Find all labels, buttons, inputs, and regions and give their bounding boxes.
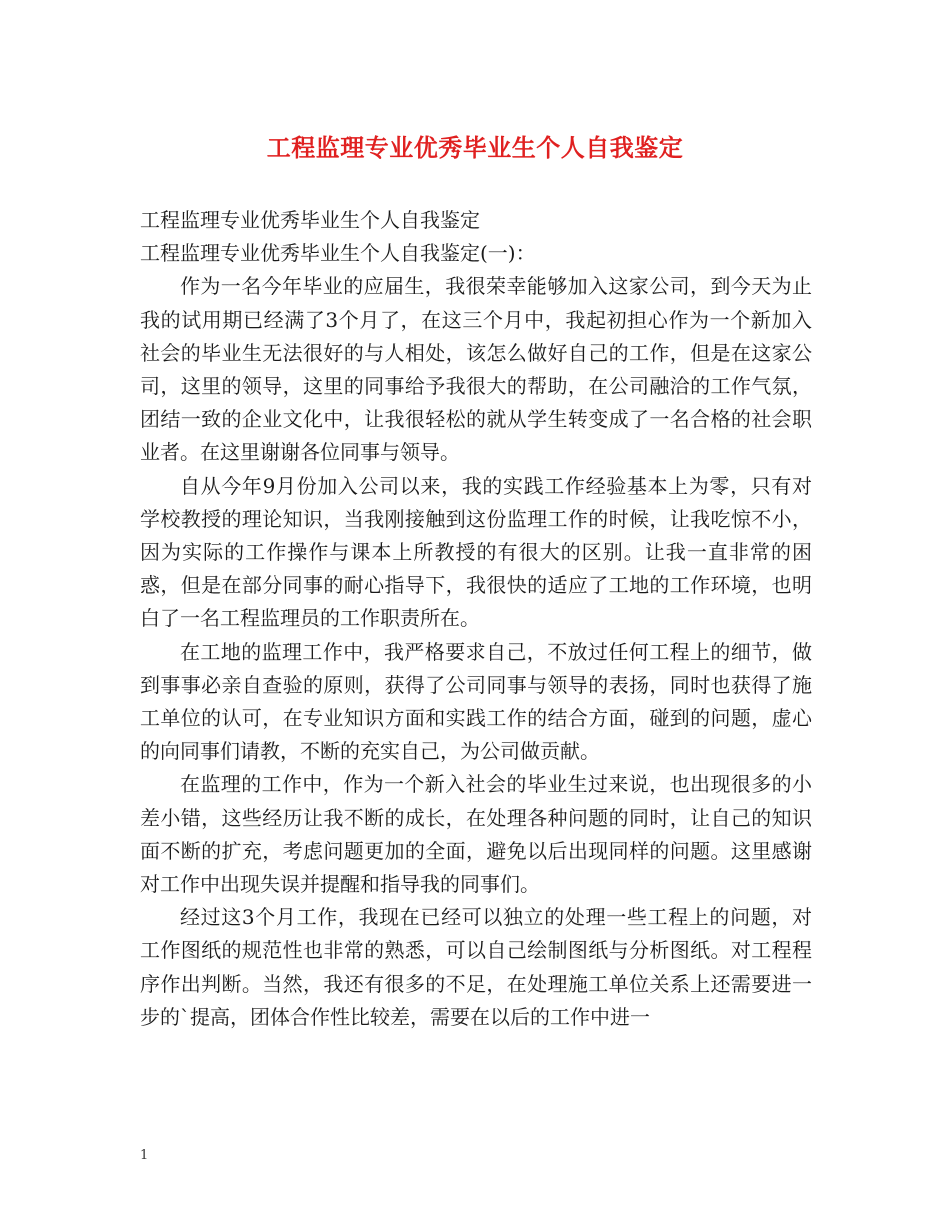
section-heading: 工程监理专业优秀毕业生个人自我鉴定 [140,208,480,232]
paragraph-1: 作为一名今年毕业的应届生，我很荣幸能够加入这家公司，到今天为止我的试用期已经满了3个月了，在这三个月中，我起初担心作为一个新加入社会的毕业生无法很好的与人相处，该怎么做好自己的工作，但是在这家公司，这里的领导，这里的同事给予我很大的帮助，在公司融洽的工作气氛，团结一致的企业文化中，让我很轻松的就从学生转变成了一名合格的社会职业者。在这里谢谢各位同事与领导。 [140,274,812,465]
paragraph-2: 自从今年9月份加入公司以来，我的实践工作经验基本上为零，只有对学校教授的理论知识，当我刚接触到这份监理工作的时候，让我吃惊不小，因为实际的工作操作与课本上所教授的有很大的区别。让我一直非常的困惑，但是在部分同事的耐心指导下，我很快的适应了工地的工作环境，也明白了一名工程监理员的工作职责所在。 [140,473,812,631]
section-subheading: 工程监理专业优秀毕业生个人自我鉴定(一)： [140,241,536,266]
document-body [140,204,812,1034]
paragraph-5: 经过这3个月工作，我现在已经可以独立的处理一些工程上的问题，对工作图纸的规范性也非常的熟悉，可以自己绘制图纸与分析图纸。对工程程序作出判断。当然，我还有很多的不足，在处理施工单位关系上还需要进一步的`提高，团体合作性比较差，需要在以后的工作中进一 [140,905,812,1029]
document-title: 工程监理专业优秀毕业生个人自我鉴定 [266,133,684,162]
page-number: 1 [140,1148,149,1163]
paragraph-3: 在工地的监理工作中，我严格要求自己，不放过任何工程上的细节，做到事事必亲自查验的原则，获得了公司同事与领导的表扬，同时也获得了施工单位的认可，在专业知识方面和实践工作的结合方面，碰到的问题，虚心的向同事们请教，不断的充实自己，为公司做贡献。 [140,639,812,764]
paragraph-4: 在监理的工作中，作为一个新入社会的毕业生过来说，也出现很多的小差小错，这些经历让我不断的成长，在处理各种问题的同时，让自己的知识面不断的扩充，考虑问题更加的全面，避免以后出现同样的问题。这里感谢对工作中出现失误并提醒和指导我的同事们。 [140,772,812,897]
